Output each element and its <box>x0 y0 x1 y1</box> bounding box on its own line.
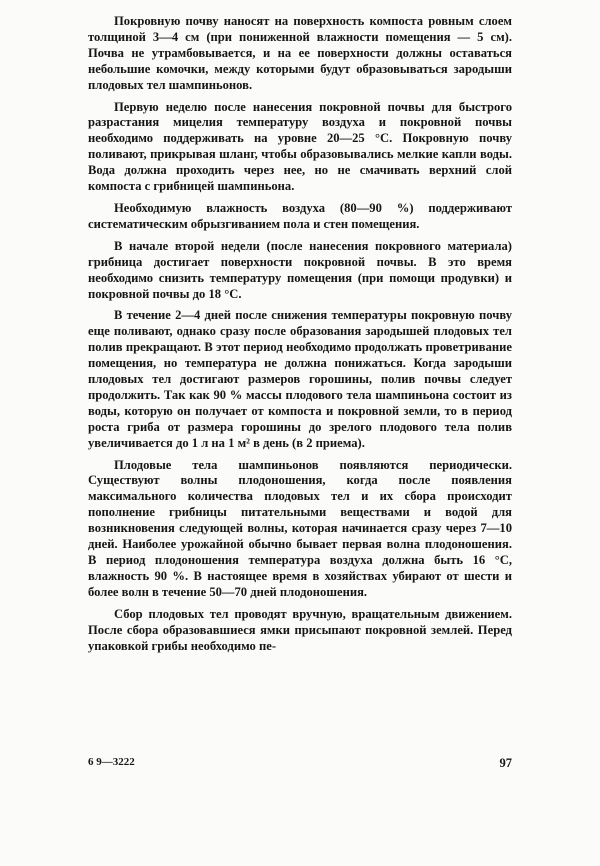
paragraph-harvesting: Сбор плодовых тел проводят вручную, вращательным движением. После сбора образовавшиеся ямки присыпают покровной землей. Перед упаковкой грибы необходимо пе- <box>88 606 512 653</box>
paragraph-second-week: В начале второй недели (после нанесения покровного материала) грибница достигает поверхности покровной почвы. В это время необходимо снизить температуру помещения (при помощи продувки) и покровной почвы до 18 °С. <box>88 238 512 301</box>
page-footer <box>88 756 512 774</box>
printer-signature: 6 9—3222 <box>88 756 135 768</box>
paragraph-first-week-temperature: Первую неделю после нанесения покровной почвы для быстрого разрастания мицелия температуру воздуха и покровной почвы необходимо поддерживать на уровне 20—25 °С. Покровную почву поливают, прикрывая шланг, чтобы образовывались мелкие капли воды. Вода должна проходить через нее, но не смачивать верхний слой компоста с грибницей шампиньона. <box>88 99 512 194</box>
paragraph-cover-soil-application: Покровную почву наносят на поверхность компоста ровным слоем толщиной 3—4 см (при пониженной влажности помещения — 5 см). Почва не утрамбовывается, и на ее поверхности должны оставаться небольшие комочки, между которыми будут образовываться зародыши плодовых тел шампиньонов. <box>88 14 512 92</box>
body-text <box>88 14 512 660</box>
paragraph-fruiting-waves: Плодовые тела шампиньонов появляются периодически. Существуют волны плодоношения, когда после появления максимального количества плодовых тел и их сбора происходит пополнение грибницы питательными веществами и водой для возникновения следующей волны, которая начинается сразу через 7—10 дней. Наиболее урожайной обычно бывает первая волна плодоношения. В период плодоношения температура воздуха должна быть 16 °С, влажность 90 %. В настоящее время в хозяйствах убирают от шести и более волн в течение 50—70 дней плодоношения. <box>88 457 512 599</box>
page-number: 97 <box>499 756 512 770</box>
paragraph-watering-schedule: В течение 2—4 дней после снижения температуры покровную почву еще поливают, однако сразу после образования зародышей плодовых тел полив прекращают. В этот период необходимо продолжать проветривание помещения, но температура не должна понижаться. Когда зародыши плодовых тел достигают размеров горошины, полив почвы следует продолжить. Так как 90 % массы плодового тела шампиньона состоит из воды, которую он получает от компоста и покровной земли, то в период роста гриба от размера горошины до зрелого плодового тела полив увеличивается до 1 л на 1 м² в день (в 2 приема). <box>88 308 512 450</box>
paragraph-air-humidity: Необходимую влажность воздуха (80—90 %) поддерживают систематическим обрызгиванием пола и стен помещения. <box>88 200 512 231</box>
